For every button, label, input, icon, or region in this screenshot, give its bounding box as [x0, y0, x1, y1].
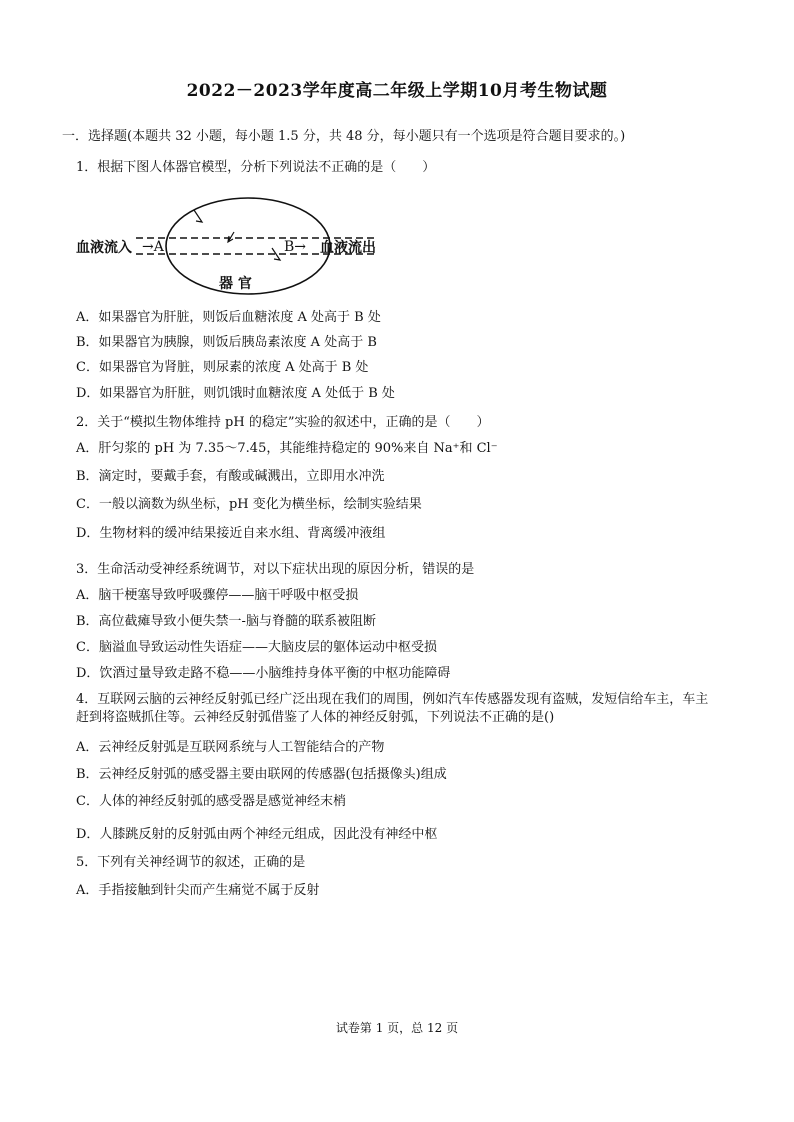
- question-2-stem: 2．关于“模拟生物体维持 pH 的稳定”实验的叙述中，正确的是（ ）: [76, 415, 490, 430]
- q2-option-b: B．滴定时，要戴手套，有酸或碱溅出，立即用水冲洗: [76, 469, 385, 484]
- q2-option-c: C．一般以滴数为纵坐标，pH 变化为横坐标，绘制实验结果: [76, 497, 422, 512]
- q3-option-b: B．高位截瘫导致小便失禁一-脑与脊髓的联系被阻断: [76, 614, 376, 629]
- q3-option-d: D．饮酒过量导致走路不稳——小脑维持身体平衡的中枢功能障碍: [76, 666, 451, 681]
- question-1-stem: 1．根据下图人体器官模型，分析下列说法不正确的是（ ）: [76, 160, 436, 175]
- blood-out-label: 血液流出: [320, 240, 376, 256]
- organ-blood-flow-diagram: [76, 196, 396, 300]
- point-b-label: B→: [284, 239, 307, 255]
- q2-option-a: A．肝匀浆的 pH 为 7.35～7.45，其能维持稳定的 90%来自 Na⁺和 Cl⁻: [76, 441, 498, 456]
- q1-option-c: C．如果器官为肾脏，则尿素的浓度 A 处高于 B 处: [76, 360, 369, 375]
- organ-label: 器 官: [219, 276, 252, 292]
- q5-option-a: A．手指接触到针尖而产生痛觉不属于反射: [76, 883, 320, 898]
- point-a-label: →A: [142, 239, 164, 255]
- q4-option-d: D．人膝跳反射的反射弧由两个神经元组成，因此没有神经中枢: [76, 827, 438, 842]
- q4-option-a: A．云神经反射弧是互联网系统与人工智能结合的产物: [76, 740, 385, 755]
- page-footer: 试卷第 1 页，总 12 页: [335, 1021, 459, 1035]
- page-title: 2022－2023学年度高二年级上学期10月考生物试题: [186, 81, 608, 101]
- q1-option-d: D．如果器官为肝脏，则饥饿时血糖浓度 A 处低于 B 处: [76, 386, 395, 401]
- q4-option-b: B．云神经反射弧的感受器主要由联网的传感器(包括摄像头)组成: [76, 767, 447, 782]
- q3-option-c: C．脑溢血导致运动性失语症——大脑皮层的躯体运动中枢受损: [76, 640, 437, 655]
- q4-option-c: C．人体的神经反射弧的感受器是感觉神经末梢: [76, 794, 346, 809]
- section-heading: 一．选择题(本题共 32 小题，每小题 1.5 分，共 48 分，每小题只有一个选项是符合题目要求的。): [62, 129, 626, 144]
- q1-option-a: A．如果器官为肝脏，则饭后血糖浓度 A 处高于 B 处: [76, 310, 381, 325]
- question-4-stem: 4．互联网云脑的云神经反射弧已经广泛出现在我们的周围，例如汽车传感器发现有盗贼，发短信给车主，车主赶到将盗贼抓住等。云神经反射弧借鉴了人体的神经反射弧，下列说法不正确的是(): [76, 692, 709, 725]
- question-3-stem: 3．生命活动受神经系统调节，对以下症状出现的原因分析，错误的是: [76, 562, 475, 577]
- q2-option-d: D．生物材料的缓冲结果接近自来水组、背离缓冲液组: [76, 526, 386, 541]
- question-5-stem: 5．下列有关神经调节的叙述，正确的是: [76, 855, 306, 870]
- blood-in-label: 血液流入: [76, 240, 132, 256]
- q1-option-b: B．如果器官为胰腺，则饭后胰岛素浓度 A 处高于 B: [76, 335, 377, 350]
- q3-option-a: A．脑干梗塞导致呼吸骤停——脑干呼吸中枢受损: [76, 588, 359, 603]
